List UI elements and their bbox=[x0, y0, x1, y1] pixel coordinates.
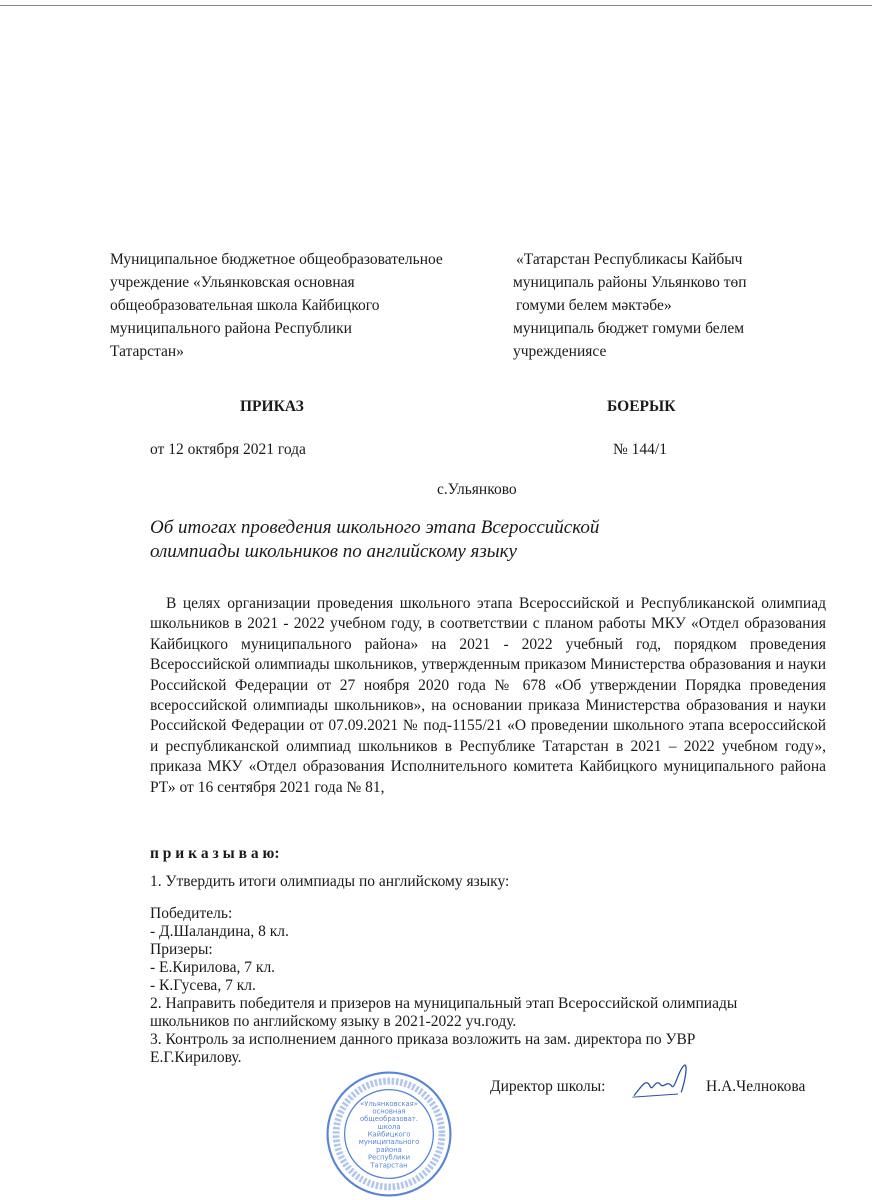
order-title-ru: ПРИКАЗ bbox=[240, 398, 304, 415]
header-left-line: общеобразовательная школа Кайбицкого bbox=[110, 297, 380, 314]
signature-role: Директор школы: bbox=[490, 1078, 606, 1095]
results-line: Призеры: bbox=[150, 941, 213, 958]
document-title bbox=[150, 516, 599, 564]
school-stamp bbox=[325, 1070, 453, 1198]
svg-text:района: района bbox=[376, 1145, 402, 1154]
svg-text:Татарстан: Татарстан bbox=[370, 1161, 408, 1170]
header-right-line: гомуми белем мәктәбе» bbox=[516, 297, 672, 314]
header-right-line: «Татарстан Республикасы Кайбыч bbox=[516, 251, 743, 268]
order-title-tt: БОЕРЫК bbox=[607, 398, 676, 415]
svg-text:Республики: Республики bbox=[367, 1153, 411, 1162]
svg-text:основная: основная bbox=[372, 1107, 406, 1116]
scan-edge-line bbox=[0, 5, 872, 6]
header-right-line: учреждениясе bbox=[513, 343, 607, 360]
document-title-line: Об итогах проведения школьного этапа Всероссийской bbox=[150, 517, 600, 538]
header-right-block bbox=[513, 248, 747, 363]
header-left-line: Муниципальное бюджетное общеобразовательное bbox=[110, 251, 443, 268]
signature-name: Н.А.Челнокова bbox=[706, 1078, 806, 1095]
results-line: - Д.Шаландина, 8 кл. bbox=[150, 923, 289, 940]
handwritten-signature bbox=[622, 1062, 702, 1102]
header-left-line: Татарстан» bbox=[110, 343, 184, 360]
results-line: Победитель: bbox=[150, 905, 233, 922]
results-line: школьников по английскому языку в 2021-2022 уч.году. bbox=[150, 1013, 517, 1030]
order-place: с.Ульянково bbox=[437, 481, 517, 498]
svg-text:«Ульянковская»: «Ульянковская» bbox=[360, 1099, 418, 1108]
order-word: п р и к а з ы в а ю: bbox=[150, 845, 280, 862]
document-title-line: олимпиады школьников по английскому языку bbox=[150, 541, 517, 562]
results-line: 3. Контроль за исполнением данного приказа возложить на зам. директора по УВР bbox=[150, 1031, 696, 1048]
header-left-line: учреждение «Ульянковская основная bbox=[110, 274, 355, 291]
preamble-paragraph: В целях организации проведения школьного этапа Всероссийской и Республиканской олимпиад школьников в 2021 - 2022 учебном году, в соответствии с планом работы МКУ «Отдел образования Кайбицкого муниципального района» на 2021 - 2022 учебный год, порядком проведения Всероссийской олимпиады школьников, утвержденным приказом Министерства образования и науки Российской Федерации от 27 ноября 2020 года № 678 «Об утверждении Порядка проведения всероссийской олимпиады школьников», на основании приказа Министерства образования и науки Российской Федерации от 07.09.2021 № под-1155/21 «О проведении школьного этапа всероссийской и республиканской олимпиад школьников в Республике Татарстан в 2021 – 2022 учебном году», приказа МКУ «Отдел образования Исполнительного комитета Кайбицкого муниципального района РТ» от 16 сентября 2021 года № 81, bbox=[150, 595, 826, 796]
header-right-line: муниципаль бюджет гомуми белем bbox=[513, 320, 745, 337]
header-left-line: муниципального района Республики bbox=[110, 320, 352, 337]
order-item-1: 1. Утвердить итоги олимпиады по английскому языку: bbox=[150, 873, 510, 890]
results-list bbox=[150, 905, 737, 1067]
svg-text:Кайбицкого: Кайбицкого bbox=[367, 1130, 411, 1139]
order-number: № 144/1 bbox=[613, 441, 667, 458]
results-line: Е.Г.Кирилову. bbox=[150, 1049, 242, 1066]
results-line: 2. Направить победителя и призеров на муниципальный этап Всероссийской олимпиады bbox=[150, 995, 738, 1012]
svg-text:общеобразоват.: общеобразоват. bbox=[360, 1115, 418, 1124]
header-right-line: муниципаль районы Ульянково төп bbox=[513, 274, 747, 291]
order-date: от 12 октября 2021 года bbox=[150, 441, 306, 458]
svg-text:школа: школа bbox=[377, 1122, 401, 1131]
svg-text:муниципального: муниципального bbox=[358, 1138, 420, 1147]
header-left-block bbox=[110, 248, 443, 363]
results-line: - Е.Кирилова, 7 кл. bbox=[150, 959, 276, 976]
results-line: - К.Гусева, 7 кл. bbox=[150, 977, 256, 994]
